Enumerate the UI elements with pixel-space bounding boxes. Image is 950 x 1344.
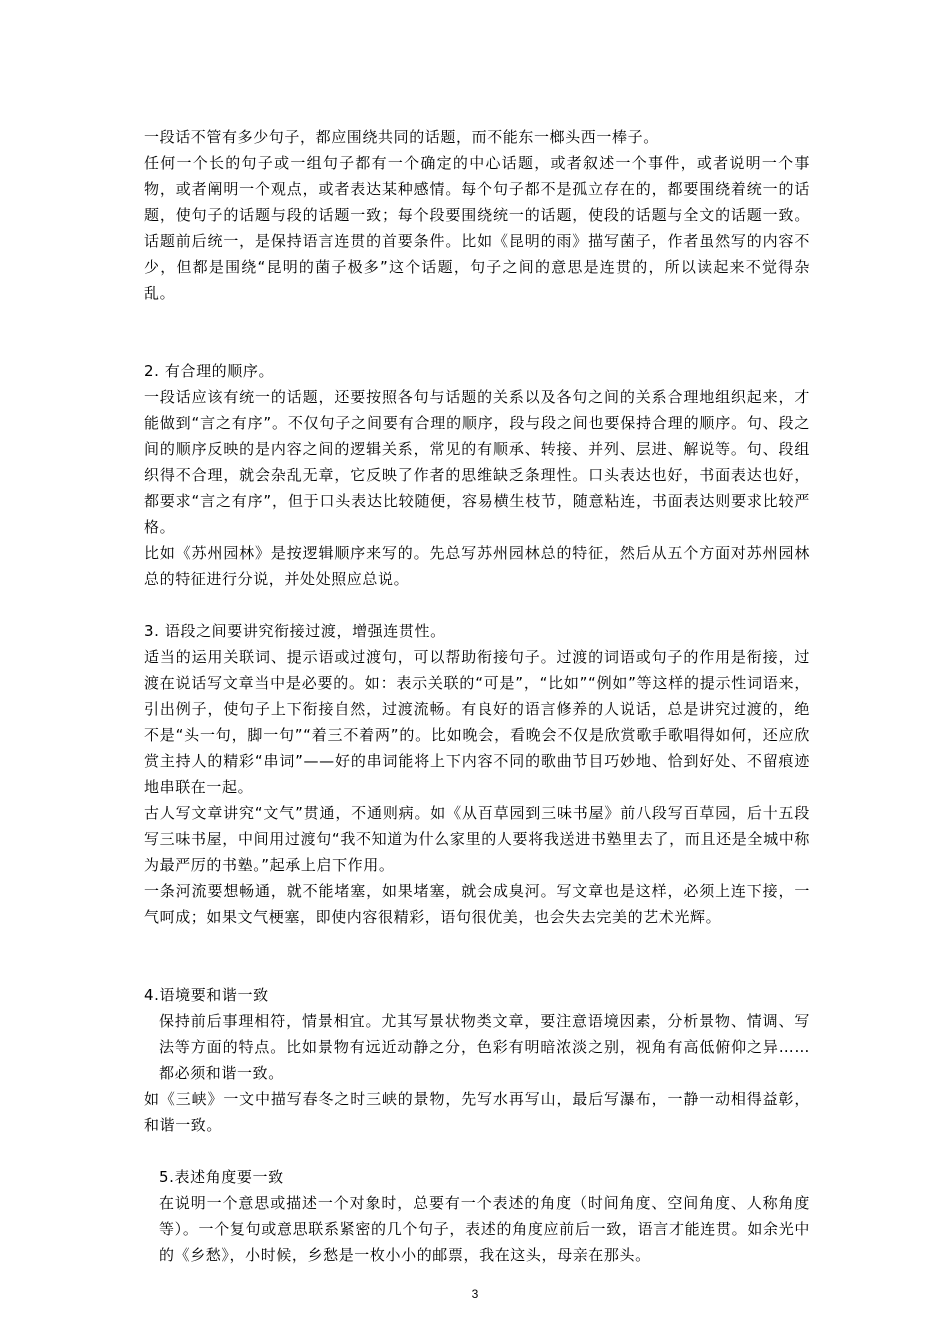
spacer	[144, 592, 810, 618]
paragraph: 任何一个长的句子或一组句子都有一个确定的中心话题，或者叙述一个事件，或者说明一个事物，或者阐明一个观点，或者表达某种感情。每个句子都不是孤立存在的，都要围绕着统一的话题，使句子的话题与段的话题一致；每个段要围绕统一的话题，使段的话题与全文的话题一致。话题前后统一，是保持语言连贯的首要条件。比如《昆明的雨》描写菌子，作者虽然写的内容不少，但都是围绕“昆明的菌子极多”这个话题，句子之间的意思是连贯的，所以读起来不觉得杂乱。	[144, 154, 810, 302]
spacer	[144, 930, 810, 982]
section-heading: 5.表述角度要一致	[159, 1168, 284, 1186]
section-heading: 3. 语段之间要讲究衔接过渡，增强连贯性。	[144, 622, 446, 640]
paragraph: 在说明一个意思或描述一个对象时，总要有一个表述的角度（时间角度、空间角度、人称角度等）。一个复句或意思联系紧密的几个句子，表述的角度应前后一致，语言才能连贯。如余光中的《乡愁》，小时候，乡愁是一枚小小的邮票，我在这头，母亲在那头。	[159, 1194, 810, 1264]
page-number: 3	[471, 1287, 479, 1301]
section-heading: 2. 有合理的顺序。	[144, 362, 275, 380]
document-body	[144, 124, 810, 1268]
paragraph: 保持前后事理相符，情景相宜。尤其写景状物类文章，要注意语境因素，分析景物、情调、写法等方面的特点。比如景物有远近动静之分，色彩有明暗浓淡之别，视角有高低俯仰之异……都必须和谐一致。	[159, 1012, 810, 1082]
paragraph: 如《三峡》一文中描写春冬之时三峡的景物，先写水再写山，最后写瀑布，一静一动相得益彰，和谐一致。	[144, 1090, 810, 1134]
paragraph: 比如《苏州园林》是按逻辑顺序来写的。先总写苏州园林总的特征，然后从五个方面对苏州园林总的特征进行分说，并处处照应总说。	[144, 544, 810, 588]
spacer	[144, 1138, 810, 1164]
paragraph: 适当的运用关联词、提示语或过渡句，可以帮助衔接句子。过渡的词语或句子的作用是衔接，过渡在说话写文章当中是必要的。如：表示关联的“可是”，“比如”“例如”等这样的提示性词语来，引出例子，使句子上下衔接自然，过渡流畅。有良好的语言修养的人说话，总是讲究过渡的，绝不是“头一句，脚一句”“着三不着两”的。比如晚会，看晚会不仅是欣赏歌手歌唱得如何，还应欣赏主持人的精彩“串词”——好的串词能将上下内容不同的歌曲节目巧妙地、恰到好处、不留痕迹地串联在一起。	[144, 648, 810, 796]
paragraph: 一条河流要想畅通，就不能堵塞，如果堵塞，就会成臭河。写文章也是这样，必须上连下接，一气呵成；如果文气梗塞，即使内容很精彩，语句很优美，也会失去完美的艺术光辉。	[144, 882, 810, 926]
paragraph: 古人写文章讲究“文气”贯通，不通则病。如《从百草园到三味书屋》前八段写百草园，后十五段写三味书屋，中间用过渡句“我不知道为什么家里的人要将我送进书塾里去了，而且还是全城中称为最严厉的书塾。”起承上启下作用。	[144, 804, 810, 874]
section-heading: 4.语境要和谐一致	[144, 986, 269, 1004]
spacer	[144, 306, 810, 358]
paragraph: 一段话不管有多少句子，都应围绕共同的话题，而不能东一榔头西一棒子。	[144, 128, 659, 146]
paragraph: 一段话应该有统一的话题，还要按照各句与话题的关系以及各句之间的关系合理地组织起来，才能做到“言之有序”。不仅句子之间要有合理的顺序，段与段之间也要保持合理的顺序。句、段之间的顺序反映的是内容之间的逻辑关系，常见的有顺承、转接、并列、层进、解说等。句、段组织得不合理，就会杂乱无章，它反映了作者的思维缺乏条理性。口头表达也好，书面表达也好，都要求“言之有序”，但于口头表达比较随便，容易横生枝节，随意粘连，书面表达则要求比较严格。	[144, 388, 810, 536]
